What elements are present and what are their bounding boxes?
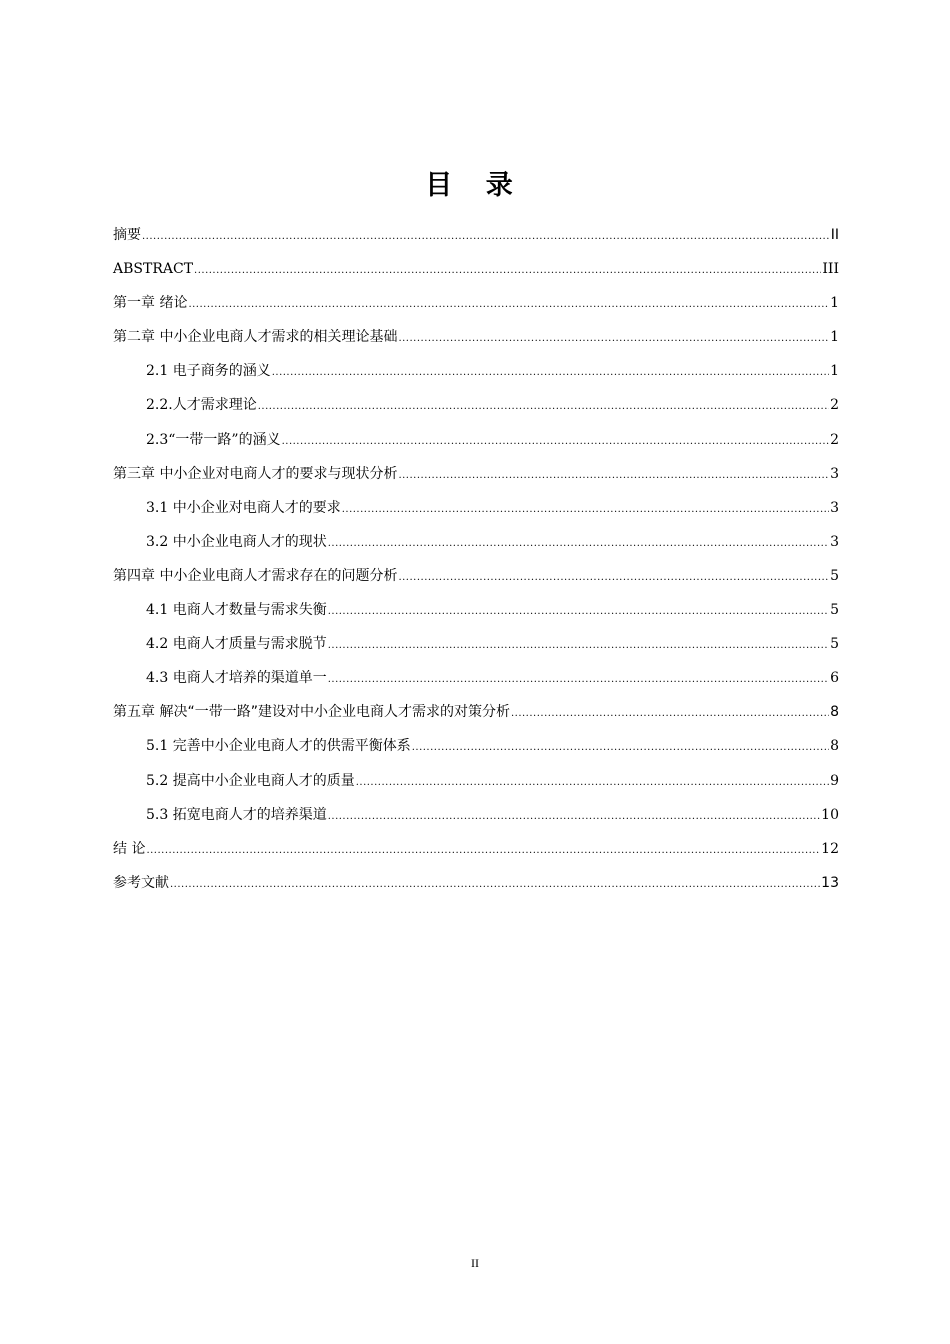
toc-leader-dots: [398, 322, 829, 356]
toc-entry-page: II: [830, 227, 839, 243]
toc-entry[interactable]: [113, 593, 839, 627]
toc-entry-label: ABSTRACT: [113, 261, 194, 278]
toc-entry-label: 5.1 完善中小企业电商人才的供需平衡体系: [146, 738, 411, 755]
toc-leader-dots: [328, 800, 820, 834]
toc-entry[interactable]: [113, 729, 839, 763]
toc-leader-dots: [272, 356, 829, 390]
toc-entry-label: 4.3 电商人才培养的渠道单一: [146, 670, 327, 687]
toc-entry[interactable]: [113, 286, 839, 320]
toc-leader-dots: [342, 493, 829, 527]
toc-entry-label: 2.2.人才需求理论: [146, 397, 257, 414]
toc-entry-page: 1: [830, 363, 839, 380]
page-number: II: [471, 1256, 479, 1270]
toc-entry-page: 3: [830, 465, 839, 482]
toc-leader-dots: [328, 629, 829, 663]
toc-entry-label: 2.3“一带一路”的涵义: [146, 431, 281, 448]
toc-entry-label: 摘要: [113, 227, 141, 243]
toc-entry[interactable]: [113, 661, 839, 695]
toc-entry-label: 参考文献: [113, 874, 169, 891]
toc-entry-page: 13: [821, 874, 839, 891]
toc-list: [113, 218, 839, 900]
toc-entry-label: 第三章 中小企业对电商人才的要求与现状分析: [113, 465, 398, 482]
toc-title: 目 录: [425, 170, 525, 201]
toc-leader-dots: [398, 561, 829, 595]
toc-leader-dots: [282, 425, 829, 459]
toc-entry[interactable]: [113, 491, 839, 525]
toc-entry-label: 第二章 中小企业电商人才需求的相关理论基础: [113, 329, 398, 346]
toc-entry-page: 8: [830, 738, 839, 755]
toc-entry-page: 1: [830, 295, 839, 312]
toc-entry-page: 3: [830, 499, 839, 516]
toc-entry-label: 5.3 拓宽电商人才的培养渠道: [146, 806, 327, 823]
toc-entry-page: 12: [821, 840, 839, 857]
toc-leader-dots: [194, 254, 821, 288]
toc-entry-page: 5: [830, 567, 839, 584]
toc-entry-page: 1: [830, 329, 839, 346]
toc-entry-page: 6: [830, 670, 839, 687]
toc-entry-label: 4.1 电商人才数量与需求失衡: [146, 602, 327, 619]
toc-entry[interactable]: [113, 423, 839, 457]
toc-leader-dots: [188, 288, 829, 322]
toc-leader-dots: [328, 663, 829, 697]
toc-leader-dots: [142, 220, 830, 254]
toc-entry-label: 2.1 电子商务的涵义: [146, 363, 271, 380]
toc-entry-page: 2: [830, 397, 839, 414]
toc-entry-page: 9: [830, 772, 839, 789]
toc-entry[interactable]: [113, 354, 839, 388]
toc-entry-page: 8: [830, 704, 839, 721]
toc-entry[interactable]: [113, 866, 839, 900]
toc-entry-label: 5.2 提高中小企业电商人才的质量: [146, 772, 355, 789]
toc-entry-page: 5: [830, 602, 839, 619]
toc-entry-page: 2: [830, 431, 839, 448]
toc-entry[interactable]: [113, 218, 839, 252]
toc-entry[interactable]: [113, 559, 839, 593]
toc-entry[interactable]: [113, 695, 839, 729]
toc-entry-page: 10: [821, 806, 839, 823]
toc-entry[interactable]: [113, 252, 839, 286]
toc-entry-page: III: [822, 261, 839, 278]
toc-entry-page: 3: [830, 533, 839, 550]
toc-entry[interactable]: [113, 832, 839, 866]
toc-entry[interactable]: [113, 525, 839, 559]
toc-entry-label: 4.2 电商人才质量与需求脱节: [146, 636, 327, 653]
toc-leader-dots: [398, 459, 829, 493]
toc-entry[interactable]: [113, 320, 839, 354]
toc-leader-dots: [328, 527, 829, 561]
toc-leader-dots: [328, 595, 829, 629]
toc-leader-dots: [511, 697, 829, 731]
toc-leader-dots: [170, 868, 820, 902]
toc-leader-dots: [258, 390, 829, 424]
toc-leader-dots: [412, 731, 829, 765]
toc-entry[interactable]: [113, 388, 839, 422]
toc-entry-label: 第四章 中小企业电商人才需求存在的问题分析: [113, 567, 398, 584]
toc-entry[interactable]: [113, 798, 839, 832]
toc-entry-label: 3.1 中小企业对电商人才的要求: [146, 499, 341, 516]
toc-entry-label: 第一章 绪论: [113, 295, 188, 312]
toc-leader-dots: [146, 834, 820, 868]
toc-entry-page: 5: [830, 636, 839, 653]
toc-entry-label: 结 论: [113, 840, 146, 857]
toc-entry[interactable]: [113, 627, 839, 661]
toc-entry-label: 3.2 中小企业电商人才的现状: [146, 533, 327, 550]
toc-leader-dots: [356, 766, 829, 800]
toc-entry[interactable]: [113, 764, 839, 798]
toc-entry-label: 第五章 解决“一带一路”建设对中小企业电商人才需求的对策分析: [113, 704, 510, 721]
toc-entry[interactable]: [113, 457, 839, 491]
